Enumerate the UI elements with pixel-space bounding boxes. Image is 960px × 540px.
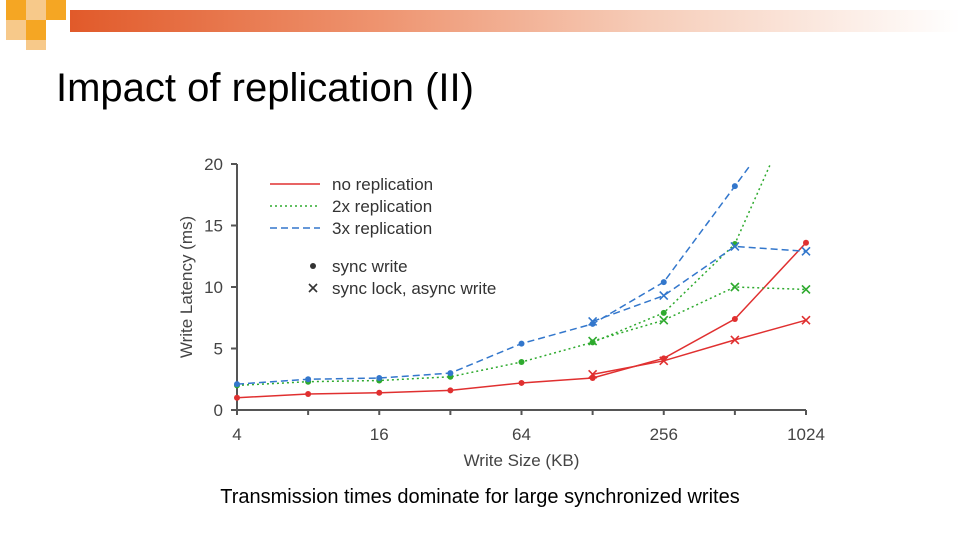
y-tick-label: 5 [213, 339, 223, 359]
series-line [237, 164, 751, 384]
series-line [593, 320, 806, 374]
data-point-dot [732, 316, 738, 322]
x-tick-label: 64 [512, 425, 531, 444]
legend-line-label: 2x replication [332, 197, 433, 216]
data-point-dot [447, 387, 453, 393]
x-tick-label: 1024 [787, 425, 825, 444]
data-point-dot [732, 183, 738, 189]
legend-marker-label: sync write [332, 257, 408, 276]
x-axis-title: Write Size (KB) [463, 451, 580, 470]
data-point-dot [305, 376, 311, 382]
y-tick-label: 0 [213, 401, 223, 420]
data-point-dot [305, 391, 311, 397]
write-latency-chart [160, 140, 840, 475]
series-line [593, 287, 806, 341]
data-point-dot [803, 240, 809, 246]
data-point-dot [519, 380, 525, 386]
data-point-dot [310, 263, 316, 269]
slide-title: Impact of replication (II) [56, 66, 474, 110]
data-point-dot [234, 395, 240, 401]
data-point-dot [447, 370, 453, 376]
series-line [593, 246, 806, 321]
x-tick-label: 256 [649, 425, 678, 444]
title-gradient-band [70, 10, 960, 32]
slide-caption: Transmission times dominate for large synchronized writes [220, 486, 740, 508]
x-tick-label: 16 [369, 425, 389, 444]
y-tick-label: 10 [204, 278, 223, 297]
y-tick-label: 20 [204, 155, 223, 174]
legend-line-label: 3x replication [332, 219, 433, 238]
y-axis-title: Write Latency (ms) [177, 215, 196, 359]
data-point-x [660, 292, 668, 300]
data-point-dot [519, 341, 525, 347]
series-line [237, 243, 806, 398]
data-point-dot [661, 310, 667, 316]
data-point-x [660, 316, 668, 324]
x-tick-label: 4 [232, 425, 242, 444]
legend-line-label: no replication [332, 175, 434, 194]
data-point-dot [376, 375, 382, 381]
data-point-dot [519, 359, 525, 365]
data-point-dot [234, 381, 240, 387]
data-point-x [802, 247, 810, 255]
y-tick-label: 15 [204, 216, 223, 236]
legend-marker-label: sync lock, async write [332, 279, 497, 298]
data-point-x [309, 284, 317, 292]
data-point-dot [661, 279, 667, 285]
data-point-dot [376, 390, 382, 396]
